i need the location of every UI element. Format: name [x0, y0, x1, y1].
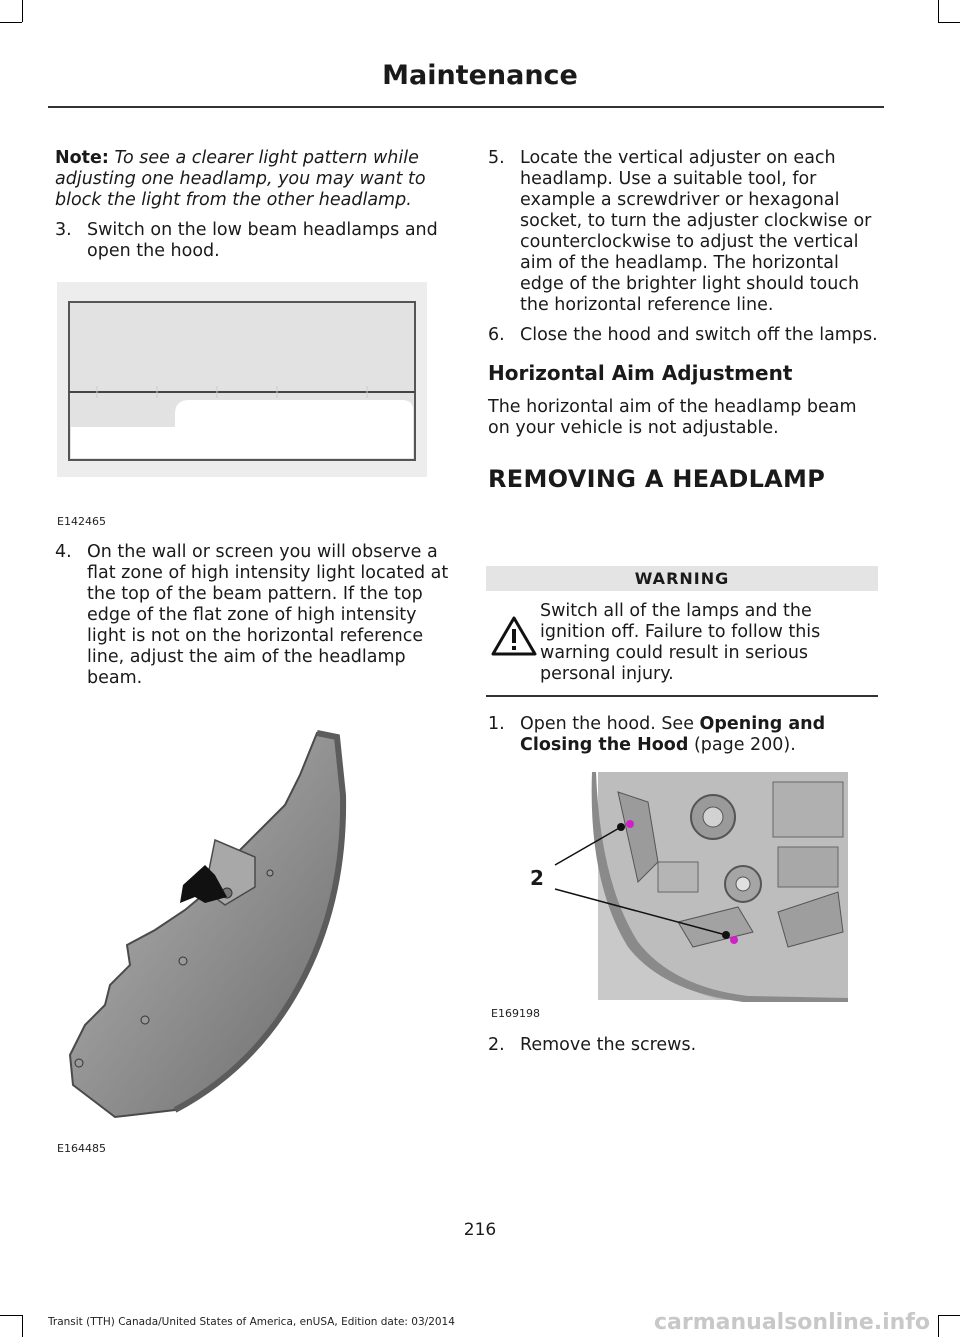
step-text-pre: Open the hood. See	[520, 714, 700, 734]
step-text: On the wall or screen you will observe a flat zone of high intensity light located at the top of the beam pattern. If the top edge of the flat zone of high intensity light is not on the horizontal reference line, adjust the aim of the headlamp beam.	[87, 542, 449, 688]
warning-box	[486, 566, 878, 697]
removing-headlamp-heading: REMOVING A HEADLAMP	[488, 465, 826, 493]
step-5	[488, 148, 880, 316]
warning-triangle-icon	[490, 615, 538, 657]
note-text: To see a clearer light pattern while adjusting one headlamp, you may want to block the light from the other headlamp.	[55, 148, 426, 210]
beam-pattern-figure	[57, 282, 427, 477]
step-2	[488, 1035, 880, 1056]
edition-footer: Transit (TTH) Canada/United States of America, enUSA, Edition date: 03/2014	[48, 1316, 455, 1328]
warning-text-wrap	[486, 601, 878, 685]
step-text-post: (page 200).	[688, 735, 796, 755]
step-4	[55, 542, 450, 689]
right-column-bottom	[488, 1035, 880, 1056]
crop-mark	[938, 1315, 939, 1337]
headlamp-adjuster-figure	[55, 725, 355, 1125]
note	[55, 148, 450, 211]
left-column	[55, 148, 450, 262]
crop-mark	[22, 0, 23, 22]
warning-text: Switch all of the lamps and the ignition off. Failure to follow this warning could result in serious personal injury.	[540, 601, 821, 684]
step-number: 3.	[55, 220, 72, 240]
step-text	[520, 714, 880, 756]
crop-mark	[0, 22, 22, 23]
step-number: 5.	[488, 148, 505, 168]
figure-label: E169198	[491, 1007, 540, 1020]
step-number: 6.	[488, 325, 505, 345]
page-title: Maintenance	[382, 60, 578, 91]
opening-closing-hood-link[interactable]: Opening and Closing the Hood	[520, 714, 826, 755]
crop-mark	[938, 22, 960, 23]
callout-number: 2	[530, 866, 544, 890]
step-number: 2.	[488, 1035, 505, 1055]
step-6	[488, 325, 880, 346]
step-text: Switch on the low beam headlamps and open the hood.	[87, 220, 438, 261]
step-number: 4.	[55, 542, 72, 562]
step-1	[488, 714, 880, 756]
figure-label: E142465	[57, 515, 106, 528]
left-column-lower	[55, 542, 450, 689]
step-text: Locate the vertical adjuster on each headlamp. Use a suitable tool, for example a screwdriver or hexagonal socket, to turn the adjuster clockwise or counterclockwise to adjust the vertical aim of the headlamp. The horizontal edge of the brighter light should touch the horizontal reference line.	[520, 148, 872, 315]
step-number: 1.	[488, 714, 505, 734]
header-rule	[48, 106, 884, 108]
right-column-lower	[488, 714, 880, 756]
warning-rule	[486, 695, 878, 697]
figure-label: E164485	[57, 1142, 106, 1155]
right-column	[488, 148, 880, 493]
step-text: Remove the screws.	[520, 1035, 697, 1055]
note-label: Note:	[55, 148, 109, 168]
warning-title: WARNING	[486, 566, 878, 591]
horizontal-aim-heading: Horizontal Aim Adjustment	[488, 361, 793, 385]
step-text: Close the hood and switch off the lamps.	[520, 325, 878, 345]
horizontal-aim-text: The horizontal aim of the headlamp beam on your vehicle is not adjustable.	[488, 397, 857, 438]
crop-mark	[938, 0, 939, 22]
warning-body	[486, 601, 878, 685]
crop-mark	[938, 1315, 960, 1316]
crop-mark	[22, 1315, 23, 1337]
step-3	[55, 220, 450, 262]
watermark: carmanualsonline.info	[654, 1310, 930, 1335]
crop-mark	[0, 1315, 22, 1316]
page-number: 216	[463, 1220, 497, 1240]
